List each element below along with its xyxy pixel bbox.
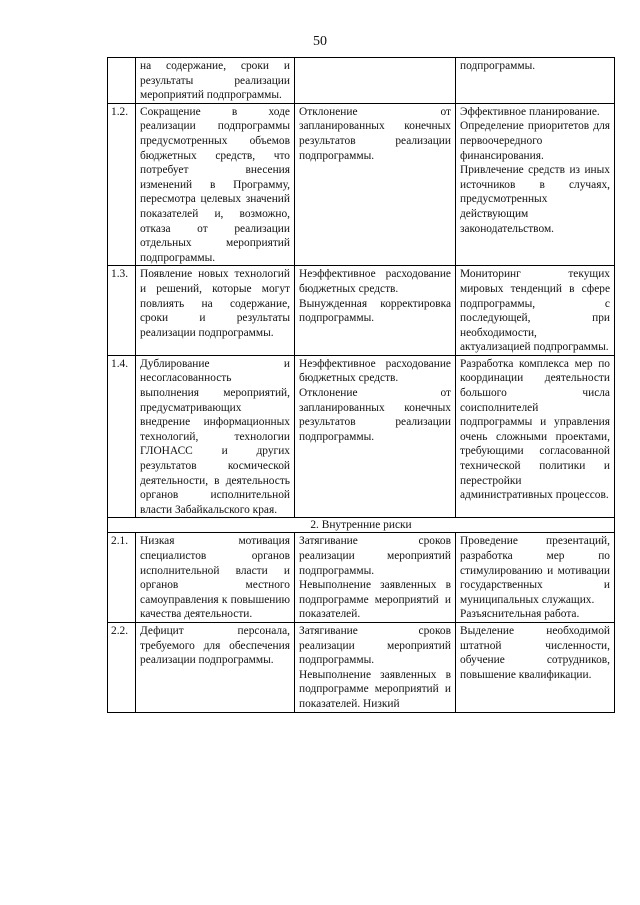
cell-paragraph: Проведение презентаций, разработка мер по стимулированию и мотивации государственных и муниципальных служащих. — [460, 535, 610, 606]
cell-paragraph: Отклонение от запланированных конечных результатов реализации подпрограммы. — [299, 105, 451, 162]
cell-paragraph: Выделение необходимой штатной численности, обучение сотрудников, повышение квалификации. — [460, 624, 610, 681]
consequence-cell — [295, 58, 456, 104]
risk-cell — [136, 58, 295, 104]
table-row — [108, 355, 615, 518]
measures-cell — [456, 58, 615, 104]
cell-paragraph: Невыполнение заявленных в подпрограмме мероприятий и показателей. Низкий — [299, 668, 451, 710]
cell-paragraph: Появление новых технологий и решений, которые могут повлиять на содержание, сроки и результаты реализации подпрограммы. — [140, 268, 290, 339]
cell-paragraph: Затягивание сроков реализации мероприятий подпрограммы. — [299, 624, 451, 667]
row-number: 1.4. — [108, 355, 136, 518]
cell-paragraph: Определение приоритетов для первоочередного финансирования. — [460, 120, 610, 162]
consequence-cell — [295, 266, 456, 356]
cell-paragraph: Низкая мотивация специалистов органов исполнительной власти и органов местного самоуправления к повышению качества деятельности. — [140, 535, 290, 621]
cell-paragraph: Неэффективное расходование бюджетных средств. — [299, 268, 451, 295]
cell-paragraph: Отклонение от запланированных конечных результатов реализации подпрограммы. — [299, 387, 451, 443]
consequence-cell — [295, 103, 456, 266]
measures-cell — [456, 266, 615, 356]
cell-paragraph: Эффективное планирование. — [460, 105, 600, 118]
table-row — [108, 622, 615, 712]
row-number: 1.3. — [108, 266, 136, 356]
risk-table — [107, 57, 615, 713]
table-row — [108, 58, 615, 104]
cell-paragraph: Затягивание сроков реализации мероприятий подпрограммы. — [299, 535, 451, 577]
cell-paragraph: Вынужденная корректировка подпрограммы. — [299, 297, 451, 325]
table-row — [108, 103, 615, 266]
risk-table-body — [108, 58, 615, 713]
cell-paragraph: подпрограммы. — [460, 60, 536, 72]
cell-paragraph: Дефицит персонала, требуемого для обеспечения реализации подпрограммы. — [140, 624, 290, 667]
measures-cell — [456, 622, 615, 712]
cell-paragraph: Сокращение в ходе реализации подпрограммы предусмотренных объемов бюджетных средств, что потребует внесения изменений в Программу, пересмотра целевых значений показателей и, возможно, отказа от реализации отдельных мероприятий подпрограммы. — [140, 105, 290, 264]
measures-cell — [456, 103, 615, 266]
cell-paragraph: Разработка комплекса мер по координации деятельности большого числа соисполнителей подпрограммы и управления очень сложными проектами, требующими согласованной технической политики и перестройки административных процессов. — [460, 357, 610, 502]
section-header-row — [108, 518, 615, 533]
risk-cell — [136, 355, 295, 518]
cell-paragraph: Неэффективное расходование бюджетных средств. — [299, 357, 451, 385]
row-number: 2.1. — [108, 533, 136, 623]
measures-cell — [456, 533, 615, 623]
row-number — [108, 58, 136, 104]
measures-cell — [456, 355, 615, 518]
cell-paragraph: Дублирование и несогласованность выполнения мероприятий, предусматривающих внедрение информационных технологий, технологии ГЛОНАСС и других результатов космической деятельности, в деятельность органов исполнительной власти Забайкальского края. — [140, 357, 290, 516]
consequence-cell — [295, 533, 456, 623]
risk-cell — [136, 622, 295, 712]
page-number: 50 — [313, 34, 327, 49]
row-number: 1.2. — [108, 103, 136, 266]
table-row — [108, 266, 615, 356]
risk-cell — [136, 103, 295, 266]
cell-paragraph: Мониторинг текущих мировых тенденций в сфере подпрограммы, с последующей, при необходимости, актуализацией подпрограммы. — [460, 268, 610, 354]
table-row — [108, 533, 615, 623]
risk-cell — [136, 533, 295, 623]
cell-paragraph: на содержание, сроки и результаты реализации мероприятий подпрограммы. — [140, 60, 290, 102]
cell-paragraph: Привлечение средств из иных источников в случаях, предусмотренных действующим законодательством. — [460, 164, 610, 235]
consequence-cell — [295, 355, 456, 518]
row-number: 2.2. — [108, 622, 136, 712]
section-title: 2. Внутренние риски — [108, 518, 615, 533]
consequence-cell — [295, 622, 456, 712]
risk-cell — [136, 266, 295, 356]
cell-paragraph: Разъяснительная работа. — [460, 608, 580, 621]
cell-paragraph: Невыполнение заявленных в подпрограмме мероприятий и показателей. — [299, 579, 451, 621]
